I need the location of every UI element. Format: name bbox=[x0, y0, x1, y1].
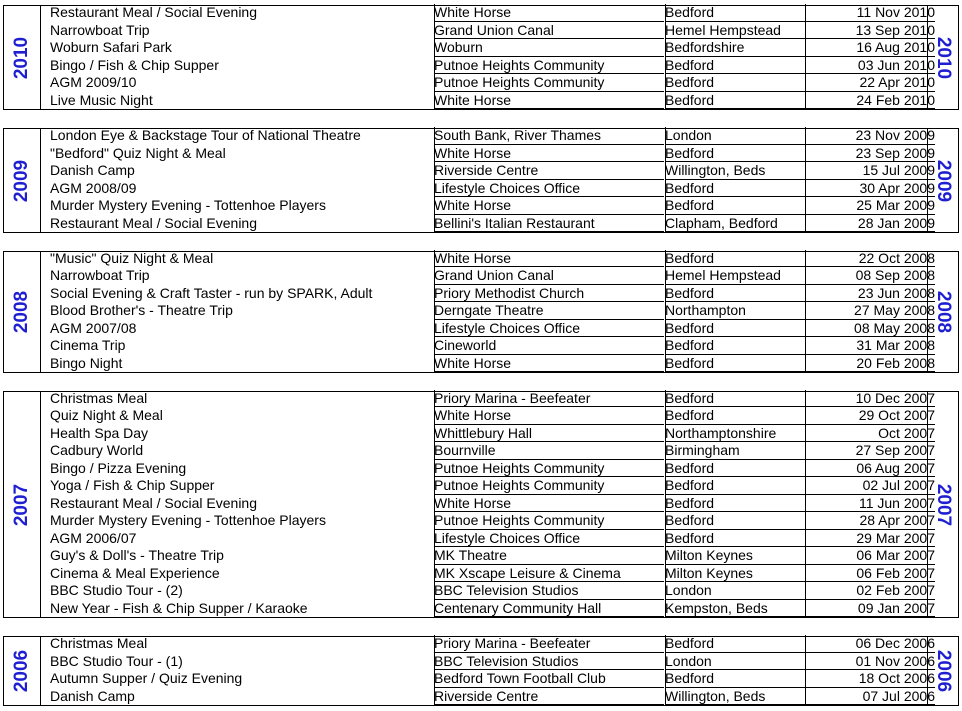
event-date: 27 Sep 2007 bbox=[805, 442, 935, 460]
event-name: Narrowboat Trip bbox=[50, 267, 150, 283]
event-row bbox=[40, 459, 935, 478]
event-date: 11 Jun 2007 bbox=[805, 495, 935, 513]
event-date: 24 Feb 2010 bbox=[805, 92, 935, 110]
event-location: Bedford bbox=[665, 635, 805, 653]
event-location: Birmingham bbox=[665, 442, 805, 460]
event-row bbox=[40, 670, 935, 688]
event-location: Bedford bbox=[665, 145, 805, 163]
event-venue: Putnoe Heights Community bbox=[434, 460, 664, 478]
event-name: BBC Studio Tour - (1) bbox=[50, 652, 183, 669]
event-location: Northampton bbox=[665, 302, 805, 320]
event-date: 10 Dec 2007 bbox=[805, 390, 935, 408]
event-name: Bingo / Pizza Evening bbox=[50, 459, 187, 476]
event-venue: Riverside Centre bbox=[434, 688, 664, 706]
event-date: 20 Feb 2008 bbox=[805, 355, 935, 373]
event-name: "Music" Quiz Night & Meal bbox=[50, 249, 214, 266]
event-name: London Eye & Backstage Tour of National Theatre bbox=[50, 127, 361, 143]
event-location: Northamptonshire bbox=[665, 425, 805, 443]
event-location: Bedford bbox=[665, 670, 805, 688]
event-venue: Grand Union Canal bbox=[434, 22, 664, 40]
event-row bbox=[40, 144, 935, 163]
event-venue: Lifestyle Choices Office bbox=[434, 320, 664, 338]
event-date: 16 Aug 2010 bbox=[805, 39, 935, 57]
event-location: Bedford bbox=[665, 512, 805, 530]
event-date: 13 Sep 2010 bbox=[805, 22, 935, 40]
event-name: Social Evening & Craft Taster - run by SPARK, Adult bbox=[50, 284, 373, 301]
event-date: 22 Apr 2010 bbox=[805, 74, 935, 92]
event-date: 25 Mar 2009 bbox=[805, 197, 935, 215]
event-venue: Bellini's Italian Restaurant bbox=[434, 215, 664, 233]
event-name: Health Spa Day bbox=[50, 424, 149, 441]
event-location: Bedfordshire bbox=[665, 39, 805, 57]
event-row bbox=[40, 337, 935, 355]
event-venue: Priory Methodist Church bbox=[434, 285, 664, 303]
event-name: Guy's & Doll's - Theatre Trip bbox=[50, 547, 224, 563]
year-block-2009 bbox=[3, 128, 959, 233]
event-location: Bedford bbox=[665, 355, 805, 373]
event-name: AGM 2008/09 bbox=[50, 179, 137, 196]
event-location: Bedford bbox=[665, 74, 805, 92]
event-date: 29 Mar 2007 bbox=[805, 530, 935, 548]
event-row bbox=[40, 91, 935, 110]
event-venue: Grand Union Canal bbox=[434, 267, 664, 285]
event-date: 01 Nov 2006 bbox=[805, 653, 935, 671]
event-location: Willington, Beds bbox=[665, 688, 805, 706]
event-name: Blood Brother's - Theatre Trip bbox=[50, 302, 233, 318]
event-venue: White Horse bbox=[434, 250, 664, 268]
event-date: 23 Sep 2009 bbox=[805, 145, 935, 163]
event-venue: South Bank, River Thames bbox=[434, 127, 664, 145]
event-date: 29 Oct 2007 bbox=[805, 407, 935, 425]
event-location: Willington, Beds bbox=[665, 162, 805, 180]
event-date: 02 Jul 2007 bbox=[805, 477, 935, 495]
event-row bbox=[40, 4, 935, 22]
event-row bbox=[40, 249, 935, 268]
event-location: Bedford bbox=[665, 320, 805, 338]
event-name: Restaurant Meal / Social Evening bbox=[50, 214, 257, 231]
event-row bbox=[40, 599, 935, 618]
event-row bbox=[40, 564, 935, 583]
event-venue: Priory Marina - Beefeater bbox=[434, 390, 664, 408]
event-venue: BBC Television Studios bbox=[434, 582, 664, 600]
event-venue: Woburn bbox=[434, 39, 664, 57]
event-location: Bedford bbox=[665, 180, 805, 198]
event-location: Bedford bbox=[665, 197, 805, 215]
event-name: Yoga / Fish & Chip Supper bbox=[50, 477, 215, 493]
event-venue: MK Theatre bbox=[434, 547, 664, 565]
event-date: 08 May 2008 bbox=[805, 320, 935, 338]
event-location: Hemel Hempstead bbox=[665, 267, 805, 285]
event-date: 22 Oct 2008 bbox=[805, 250, 935, 268]
year-label-left-text: 2006 bbox=[11, 649, 32, 693]
event-venue: White Horse bbox=[434, 197, 664, 215]
event-location: London bbox=[665, 582, 805, 600]
event-location: Bedford bbox=[665, 4, 805, 22]
event-venue: Putnoe Heights Community bbox=[434, 74, 664, 92]
event-date: 03 Jun 2010 bbox=[805, 57, 935, 75]
event-row bbox=[40, 127, 935, 145]
event-name: Bingo / Fish & Chip Supper bbox=[50, 56, 219, 73]
event-location: Bedford bbox=[665, 407, 805, 425]
event-date: 08 Sep 2008 bbox=[805, 267, 935, 285]
event-row bbox=[40, 442, 935, 460]
event-name: Autumn Supper / Quiz Evening bbox=[50, 670, 243, 686]
event-name: Christmas Meal bbox=[50, 389, 148, 406]
event-row bbox=[40, 529, 935, 548]
event-location: Bedford bbox=[665, 460, 805, 478]
event-name: Danish Camp bbox=[50, 687, 135, 704]
event-row bbox=[40, 494, 935, 513]
event-venue: White Horse bbox=[434, 495, 664, 513]
event-location: London bbox=[665, 653, 805, 671]
year-label-left bbox=[4, 392, 41, 617]
event-location: Bedford bbox=[665, 477, 805, 495]
event-row bbox=[40, 162, 935, 180]
event-row bbox=[40, 389, 935, 408]
year-label-left bbox=[4, 129, 41, 232]
event-location: Hemel Hempstead bbox=[665, 22, 805, 40]
event-name: Narrowboat Trip bbox=[50, 21, 150, 38]
event-date: 06 Dec 2006 bbox=[805, 635, 935, 653]
event-row bbox=[40, 39, 935, 57]
event-row bbox=[40, 319, 935, 338]
event-row bbox=[40, 56, 935, 75]
event-date: 31 Mar 2008 bbox=[805, 337, 935, 355]
year-label-right-text: 2008 bbox=[933, 290, 954, 334]
event-row bbox=[40, 547, 935, 565]
event-venue: Derngate Theatre bbox=[434, 302, 664, 320]
event-venue: Lifestyle Choices Office bbox=[434, 180, 664, 198]
event-location: Bedford bbox=[665, 57, 805, 75]
event-name: Murder Mystery Evening - Tottenhoe Players bbox=[50, 197, 326, 213]
event-name: Cadbury World bbox=[50, 442, 144, 458]
year-label-left bbox=[4, 252, 41, 372]
event-location: Clapham, Bedford bbox=[665, 215, 805, 233]
event-venue: White Horse bbox=[434, 407, 664, 425]
event-venue: Putnoe Heights Community bbox=[434, 57, 664, 75]
event-venue: White Horse bbox=[434, 145, 664, 163]
event-location: Bedford bbox=[665, 285, 805, 303]
year-label-left-text: 2010 bbox=[11, 36, 32, 79]
event-row bbox=[40, 284, 935, 303]
event-name: BBC Studio Tour - (2) bbox=[50, 582, 183, 598]
event-date: 06 Mar 2007 bbox=[805, 547, 935, 565]
event-date: 27 May 2008 bbox=[805, 302, 935, 320]
event-date: 09 Jan 2007 bbox=[805, 600, 935, 618]
event-location: Bedford bbox=[665, 250, 805, 268]
event-row bbox=[40, 214, 935, 233]
event-date: 07 Jul 2006 bbox=[805, 688, 935, 706]
event-location: Bedford bbox=[665, 390, 805, 408]
event-row bbox=[40, 197, 935, 215]
event-name: Quiz Night & Meal bbox=[50, 407, 163, 423]
event-row bbox=[40, 179, 935, 198]
event-name: Live Music Night bbox=[50, 91, 153, 108]
event-name: AGM 2007/08 bbox=[50, 319, 137, 336]
event-venue: Centenary Community Hall bbox=[434, 600, 664, 618]
event-venue: White Horse bbox=[434, 4, 664, 22]
event-location: London bbox=[665, 127, 805, 145]
event-name: Bingo Night bbox=[50, 354, 123, 371]
event-row bbox=[40, 267, 935, 285]
year-block-2010 bbox=[3, 5, 959, 110]
year-label-right-text: 2009 bbox=[933, 159, 954, 202]
event-date: 06 Aug 2007 bbox=[805, 460, 935, 478]
event-date: 28 Jan 2009 bbox=[805, 215, 935, 233]
event-location: Milton Keynes bbox=[665, 565, 805, 583]
event-location: Bedford bbox=[665, 337, 805, 355]
year-block-2007 bbox=[3, 391, 959, 618]
event-name: Christmas Meal bbox=[50, 635, 148, 651]
event-venue: Riverside Centre bbox=[434, 162, 664, 180]
event-row bbox=[40, 21, 935, 40]
event-location: Bedford bbox=[665, 530, 805, 548]
event-venue: MK Xscape Leisure & Cinema bbox=[434, 565, 664, 583]
event-venue: Putnoe Heights Community bbox=[434, 512, 664, 530]
event-date: Oct 2007 bbox=[805, 425, 935, 443]
event-venue: Cineworld bbox=[434, 337, 664, 355]
event-name: Restaurant Meal / Social Evening bbox=[50, 4, 257, 20]
event-date: 06 Feb 2007 bbox=[805, 565, 935, 583]
event-row bbox=[40, 424, 935, 443]
event-name: Cinema Trip bbox=[50, 337, 126, 353]
year-label-right-text: 2006 bbox=[933, 649, 954, 693]
event-name: New Year - Fish & Chip Supper / Karaoke bbox=[50, 599, 308, 616]
event-venue: Bournville bbox=[434, 442, 664, 460]
event-name: Cinema & Meal Experience bbox=[50, 564, 220, 581]
event-date: 18 Oct 2006 bbox=[805, 670, 935, 688]
event-venue: White Horse bbox=[434, 92, 664, 110]
event-date: 28 Apr 2007 bbox=[805, 512, 935, 530]
event-row bbox=[40, 582, 935, 600]
event-date: 15 Jul 2009 bbox=[805, 162, 935, 180]
event-row bbox=[40, 635, 935, 653]
event-venue: Whittlebury Hall bbox=[434, 425, 664, 443]
year-block-2006 bbox=[3, 636, 959, 706]
event-name: Restaurant Meal / Social Evening bbox=[50, 494, 257, 511]
year-label-left bbox=[4, 6, 41, 109]
year-label-left bbox=[4, 637, 41, 705]
year-label-right-text: 2007 bbox=[933, 483, 954, 526]
event-row bbox=[40, 652, 935, 671]
event-row bbox=[40, 407, 935, 425]
event-row bbox=[40, 687, 935, 706]
event-name: Murder Mystery Evening - Tottenhoe Players bbox=[50, 512, 326, 528]
event-row bbox=[40, 302, 935, 320]
event-name: "Bedford" Quiz Night & Meal bbox=[50, 144, 226, 161]
year-label-left-text: 2007 bbox=[11, 483, 32, 526]
event-location: Bedford bbox=[665, 92, 805, 110]
event-date: 23 Nov 2009 bbox=[805, 127, 935, 145]
event-date: 11 Nov 2010 bbox=[805, 4, 935, 22]
event-venue: Putnoe Heights Community bbox=[434, 477, 664, 495]
year-label-left-text: 2009 bbox=[11, 159, 32, 202]
event-name: AGM 2009/10 bbox=[50, 74, 137, 90]
event-row bbox=[40, 477, 935, 495]
event-name: Danish Camp bbox=[50, 162, 135, 178]
year-label-right-text: 2010 bbox=[933, 36, 954, 79]
event-name: AGM 2006/07 bbox=[50, 529, 137, 546]
event-row bbox=[40, 354, 935, 373]
event-venue: BBC Television Studios bbox=[434, 653, 664, 671]
event-name: Woburn Safari Park bbox=[50, 39, 172, 55]
event-venue: Lifestyle Choices Office bbox=[434, 530, 664, 548]
event-venue: Bedford Town Football Club bbox=[434, 670, 664, 688]
event-row bbox=[40, 512, 935, 530]
event-location: Bedford bbox=[665, 495, 805, 513]
year-label-left-text: 2008 bbox=[11, 290, 32, 334]
event-venue: White Horse bbox=[434, 355, 664, 373]
event-location: Milton Keynes bbox=[665, 547, 805, 565]
event-row bbox=[40, 74, 935, 92]
year-block-2008 bbox=[3, 251, 959, 373]
event-venue: Priory Marina - Beefeater bbox=[434, 635, 664, 653]
event-date: 02 Feb 2007 bbox=[805, 582, 935, 600]
event-date: 30 Apr 2009 bbox=[805, 180, 935, 198]
event-location: Kempston, Beds bbox=[665, 600, 805, 618]
event-date: 23 Jun 2008 bbox=[805, 285, 935, 303]
